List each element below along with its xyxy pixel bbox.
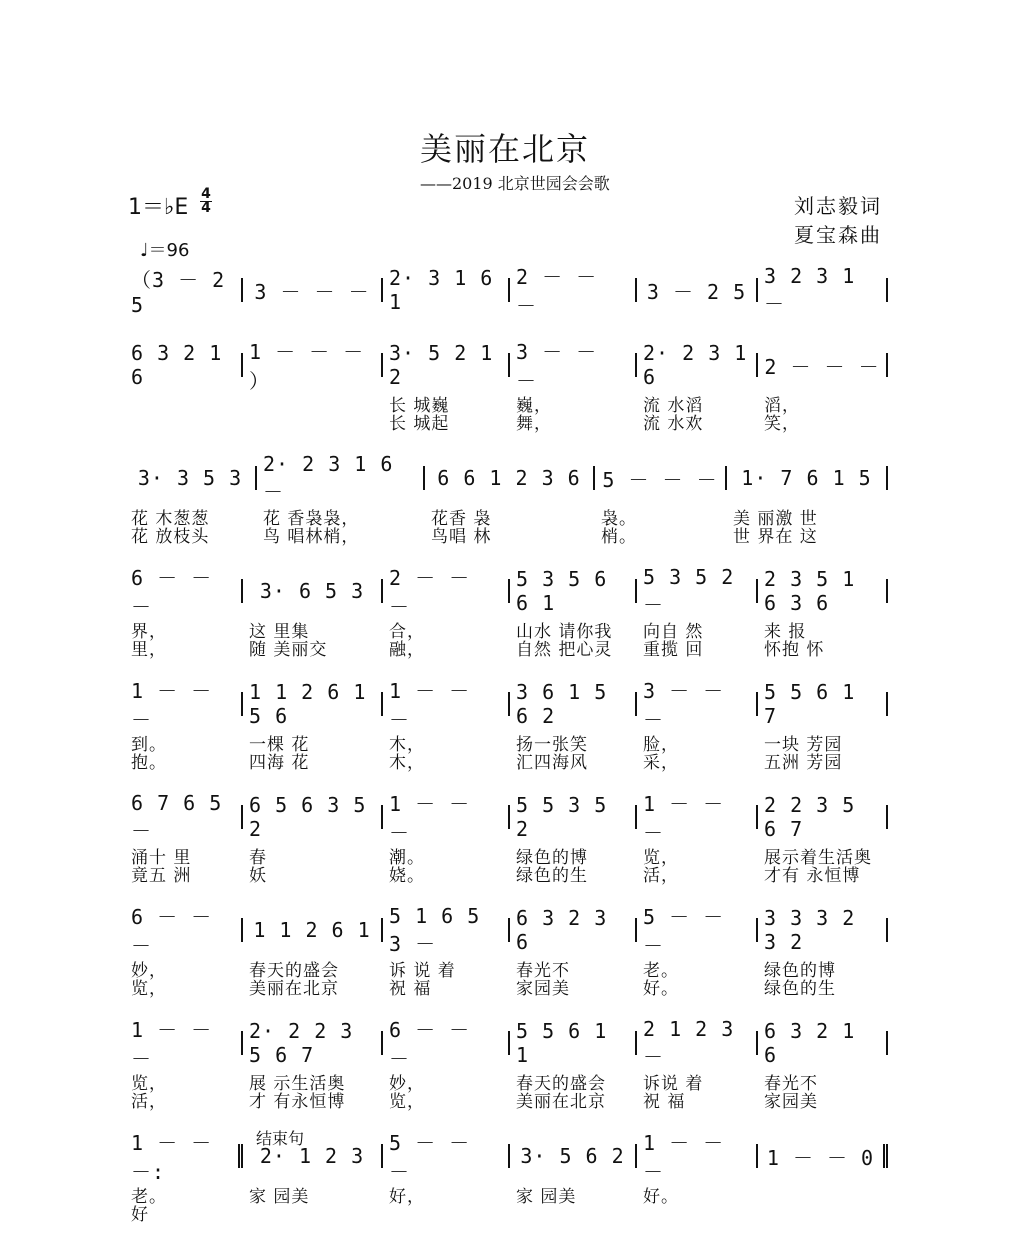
lyric-segment: 花香 袅 <box>431 509 492 529</box>
measure: 2· 3 1 6 1 <box>383 278 510 302</box>
measure: 2 2 3 5 6 7 <box>758 805 888 829</box>
measure: 2 1 2 3 － <box>637 1031 758 1055</box>
lyric-segment: 老。 <box>643 961 679 981</box>
measure: 1 － － － <box>383 805 510 829</box>
measure: 5 1 6 5 3 － <box>383 918 510 942</box>
lyric-segment: 老。 <box>131 1187 167 1207</box>
measure: 6 － － － <box>383 1031 510 1055</box>
lyric-segment: 随 美丽交 <box>249 640 328 660</box>
lyric-segment: 鸟 唱林梢， <box>263 527 360 547</box>
lyric-segment: 世 界在 这 <box>733 527 818 547</box>
staff-row <box>125 564 895 679</box>
lyric-segment: 览， <box>131 979 167 999</box>
tempo-marking: ♩＝96 <box>140 240 190 261</box>
notes-line <box>125 679 895 732</box>
lyric-segment: 竟五 洲 <box>131 866 192 886</box>
measure: 6 3 2 3 6 <box>510 918 637 942</box>
lyric-segment: 采， <box>643 753 679 773</box>
lyric-segment: 才有 永恒博 <box>764 866 861 886</box>
lyric-segment: 春光不 <box>516 961 570 981</box>
lyric-segment: 长 城起 <box>389 414 450 434</box>
lyric-segment: 览， <box>389 1092 425 1112</box>
staff-row <box>125 790 895 905</box>
lyric-segment: 览， <box>131 1074 167 1094</box>
lyric-segment: 才 有永恒博 <box>249 1092 346 1112</box>
lyric-segment: 祝 福 <box>389 979 432 999</box>
measure: 1 － － － <box>125 1031 243 1055</box>
lyric-segment: 四海 花 <box>249 753 310 773</box>
measure: 6 － － － <box>125 918 243 942</box>
lyric-segment: 妙， <box>131 961 167 981</box>
lyric-segment: 花 香袅袅， <box>263 509 360 529</box>
measure: 2 － － － <box>510 278 637 302</box>
measure: 3 － 2 5 <box>637 278 758 302</box>
measure: 1 1 2 6 1 5 6 <box>243 692 383 716</box>
lyric-segment: 妖 <box>249 866 267 886</box>
lyric-segment: 袅。 <box>601 509 637 529</box>
lyric-segment: 木， <box>389 753 425 773</box>
measure: 2 3 5 1 6 3 6 <box>758 579 888 603</box>
lyric-segment: 山水 请你我 <box>516 622 613 642</box>
measure: 6 5 6 3 5 2 <box>243 805 383 829</box>
lyricist-credit: 刘志毅词 <box>794 194 882 218</box>
lyric-segment: 诉 说 着 <box>389 961 456 981</box>
lyric-segment: 怀抱 怀 <box>764 640 825 660</box>
lyric-segment: 绿色的博 <box>516 848 588 868</box>
lyric-segment: 潮。 <box>389 848 425 868</box>
lyric-segment: 木， <box>389 735 425 755</box>
measure: 2· 2 3 1 6 － <box>257 466 425 490</box>
lyric-segment: 重揽 回 <box>643 640 704 660</box>
measure: 1 － － －: <box>125 1144 243 1168</box>
lyric-segment: 向自 然 <box>643 622 704 642</box>
measure: 3 － － － <box>243 278 383 302</box>
lyric-segment: 流 水滔 <box>643 396 704 416</box>
lyric-segment: 一棵 花 <box>249 735 310 755</box>
measure: 3· 6 5 3 <box>243 579 383 603</box>
time-signature <box>200 188 212 215</box>
lyric-segment: 家园美 <box>516 979 570 999</box>
lyric-segment: 舞， <box>516 414 552 434</box>
song-subtitle: ——2019 北京世园会会歌 <box>420 174 610 193</box>
lyric-segment: 脸， <box>643 735 679 755</box>
lyric-segment: 览， <box>643 848 679 868</box>
measure: 3 2 3 1 － <box>758 278 888 302</box>
lyric-segment: 好 <box>131 1205 149 1225</box>
measure: 5 － － － <box>637 918 758 942</box>
lyric-segment: 到。 <box>131 735 167 755</box>
lyric-segment: 绿色的博 <box>764 961 836 981</box>
lyric-segment: 抱。 <box>131 753 167 773</box>
lyric-segment: 五洲 芳园 <box>764 753 843 773</box>
measure: 3· 5 6 2 <box>510 1144 637 1168</box>
lyric-segment: 美丽在北京 <box>516 1092 606 1112</box>
measure: 1 － － － <box>125 692 243 716</box>
measure: 6 6 1 2 3 6 <box>425 466 595 490</box>
measure: 2· 1 2 3 <box>243 1144 383 1168</box>
lyric-segment: 展 示生活奥 <box>249 1074 346 1094</box>
measure: 5 3 5 2 － <box>637 579 758 603</box>
lyric-segment: 活， <box>643 866 679 886</box>
measure: 2· 2 2 3 5 6 7 <box>243 1031 383 1055</box>
lyric-segment: 春光不 <box>764 1074 818 1094</box>
measure: 1 － － 0 <box>758 1144 888 1168</box>
lyric-segment: 好。 <box>643 1187 679 1207</box>
lyric-segment: 巍， <box>516 396 552 416</box>
measure: 5 － － － <box>595 466 727 490</box>
lyric-segment: 娆。 <box>389 866 425 886</box>
notes-line <box>125 564 895 619</box>
lyric-segment: 妙， <box>389 1074 425 1094</box>
lyric-segment: 融， <box>389 640 425 660</box>
staff-row <box>125 340 895 453</box>
lyric-segment: 涌十 里 <box>131 848 192 868</box>
lyric-segment: 诉说 着 <box>643 1074 704 1094</box>
lyric-segment: 这 里集 <box>249 622 310 642</box>
lyric-segment: 家园美 <box>764 1092 818 1112</box>
measure: 5 － － － <box>383 1144 510 1168</box>
lyric-segment: 流 水欢 <box>643 414 704 434</box>
key-signature: 1＝♭E <box>128 195 189 220</box>
lyric-segment: 长 城巍 <box>389 396 450 416</box>
measure: 3· 3 5 3 <box>125 466 257 490</box>
notes-line <box>125 263 895 318</box>
lyric-segment: 展示着生活奥 <box>764 848 872 868</box>
measure: 6 7 6 5 － <box>125 805 243 829</box>
staff-row <box>125 1016 895 1131</box>
measure: 5 5 6 1 1 <box>510 1031 637 1055</box>
measure: 2 － － － <box>758 353 888 377</box>
lyric-segment: 春天的盛会 <box>249 961 339 981</box>
lyric-segment: 活， <box>131 1092 167 1112</box>
lyric-segment: 美 丽激 世 <box>733 509 818 529</box>
lyric-segment: 花 木葱葱 <box>131 509 210 529</box>
time-signature-top: 4 <box>201 186 211 202</box>
measure: 2 － － － <box>383 579 510 603</box>
lyric-segment: 绿色的生 <box>516 866 588 886</box>
lyric-segment: 界， <box>131 622 167 642</box>
staff-row <box>125 903 895 1018</box>
measure: 6 3 2 1 6 <box>758 1031 888 1055</box>
song-title: 美丽在北京 <box>419 130 590 168</box>
lyric-segment: 笑， <box>764 414 800 434</box>
measure: 5 5 6 1 7 <box>758 692 888 716</box>
lyric-segment: 好。 <box>643 979 679 999</box>
lyric-segment: 美丽在北京 <box>249 979 339 999</box>
lyric-segment: 鸟唱 林 <box>431 527 492 547</box>
lyric-segment: 滔， <box>764 396 800 416</box>
measure: 6 － － － <box>125 579 243 603</box>
measure: 3 － － － <box>510 353 637 377</box>
measure: 5 3 5 6 6 1 <box>510 579 637 603</box>
measure: 1 － － － <box>637 1144 758 1168</box>
notes-line <box>125 451 895 504</box>
lyric-segment: 梢。 <box>601 527 637 547</box>
measure: 3· 5 2 1 2 <box>383 353 510 377</box>
lyric-segment: 汇四海风 <box>516 753 588 773</box>
lyric-segment: 花 放枝头 <box>131 527 210 547</box>
lyric-segment: 自然 把心灵 <box>516 640 613 660</box>
measure: 1 － － － ） <box>243 353 383 377</box>
lyric-segment: 春 <box>249 848 267 868</box>
measure: 2· 2 3 1 6 <box>637 353 758 377</box>
composer-credit: 夏宝森曲 <box>794 223 882 247</box>
measure: 1 1 2 6 1 <box>243 918 383 942</box>
lyric-segment: 绿色的生 <box>764 979 836 999</box>
staff-row <box>125 451 895 566</box>
lyric-segment: 一块 芳园 <box>764 735 843 755</box>
lyric-segment: 里， <box>131 640 167 660</box>
time-signature-bottom: 4 <box>201 200 211 216</box>
ending-label: 结束句 <box>256 1129 305 1148</box>
lyric-segment: 家 园美 <box>249 1187 310 1207</box>
notes-line <box>125 340 895 393</box>
measure: 1 － － － <box>383 692 510 716</box>
lyric-segment: 来 报 <box>764 622 807 642</box>
notes-line <box>125 1016 895 1071</box>
notes-line <box>125 790 895 845</box>
lyric-segment: 好， <box>389 1187 425 1207</box>
lyric-segment: 祝 福 <box>643 1092 686 1112</box>
measure: 6 3 2 1 6 <box>125 353 243 377</box>
measure: 3 6 1 5 6 2 <box>510 692 637 716</box>
measure: 3 － － － <box>637 692 758 716</box>
staff-row <box>125 679 895 792</box>
measure: 5 5 3 5 2 <box>510 805 637 829</box>
lyric-segment: 合， <box>389 622 425 642</box>
measure: 3 3 3 2 3 2 <box>758 918 888 942</box>
lyric-segment: 扬一张笑 <box>516 735 588 755</box>
measure: （3 － 2 5 <box>125 278 243 302</box>
notes-line <box>125 903 895 958</box>
lyric-segment: 春天的盛会 <box>516 1074 606 1094</box>
measure: 1 － － － <box>637 805 758 829</box>
measure: 1· 7 6 1 5 <box>727 466 888 490</box>
lyric-segment: 家 园美 <box>516 1187 577 1207</box>
